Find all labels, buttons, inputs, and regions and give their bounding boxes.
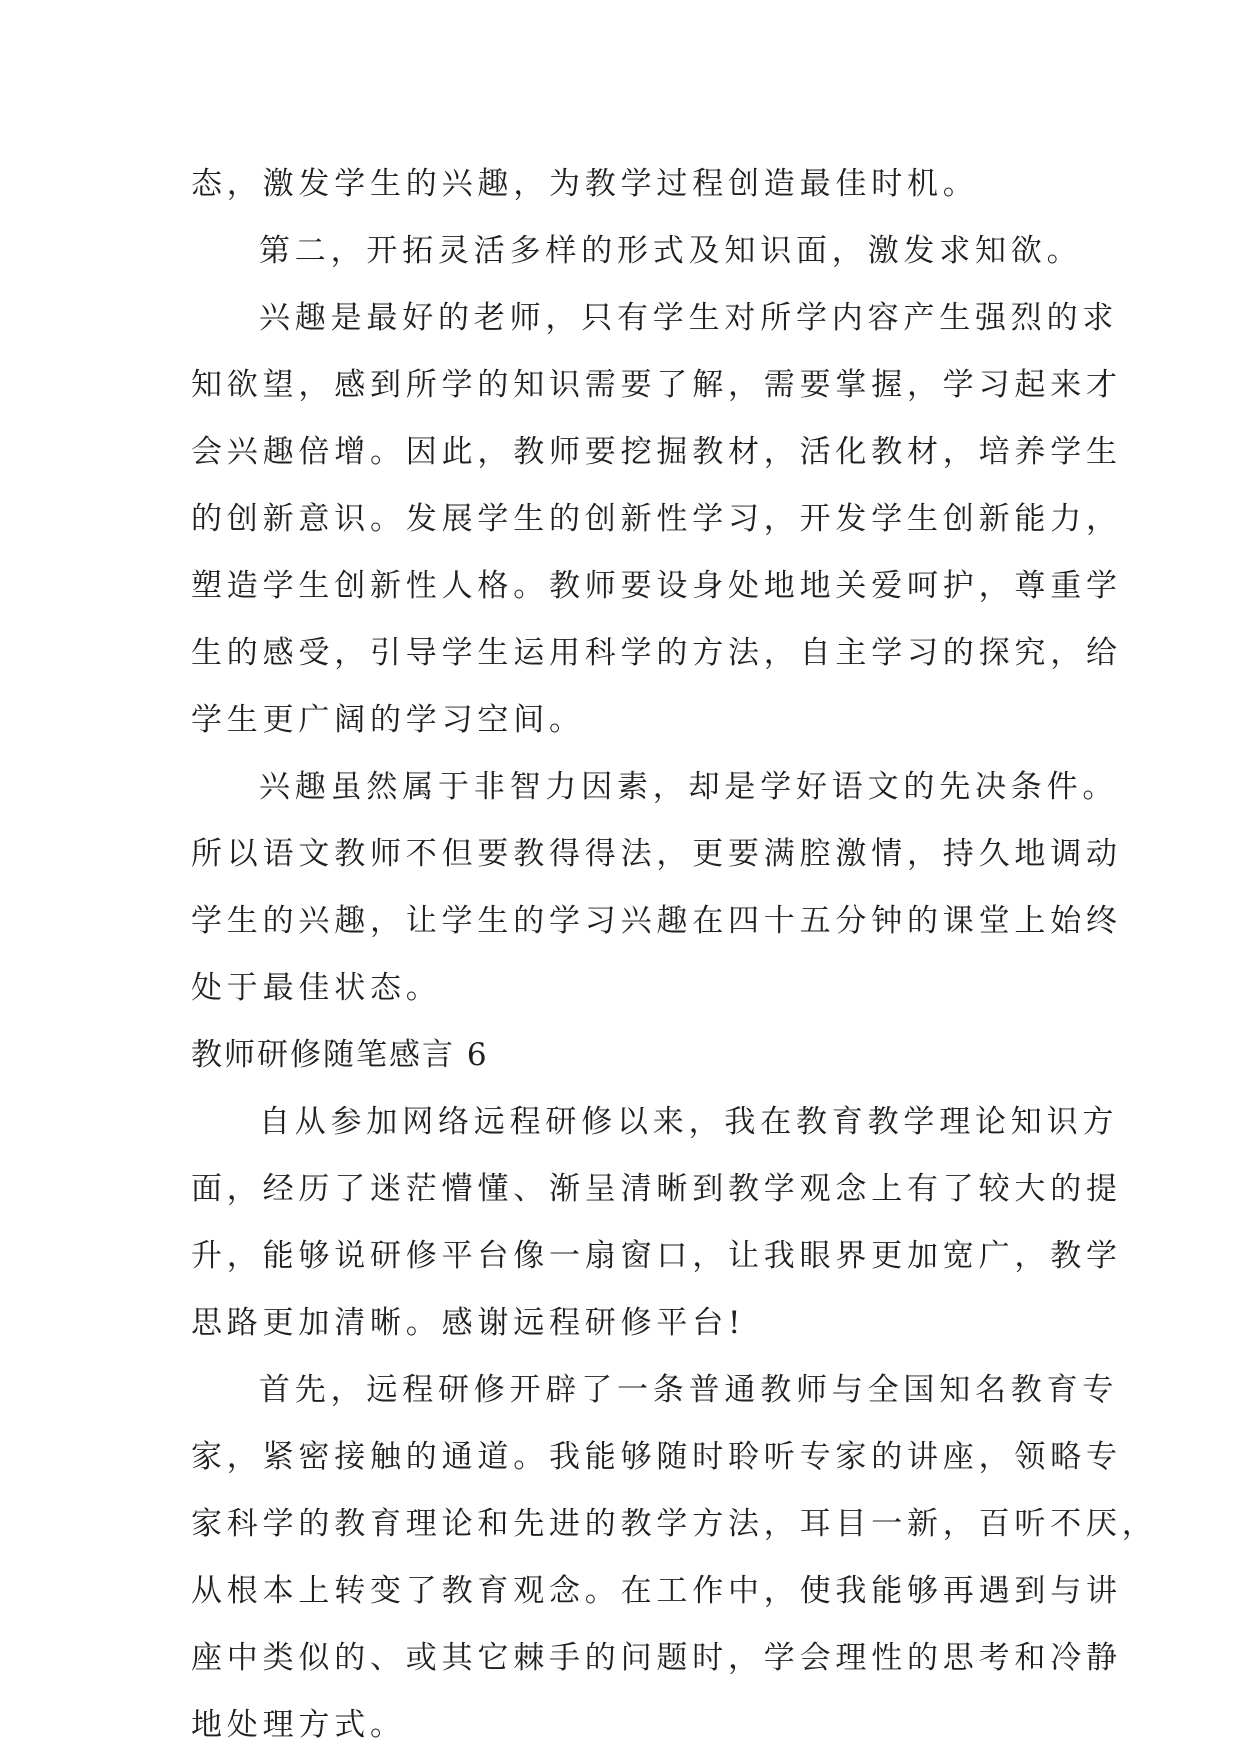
text-line: 塑造学生创新性人格。教师要设身处地地关爱呵护，尊重学 bbox=[191, 568, 1122, 604]
paragraph-start-line: 自从参加网络远程研修以来，我在教育教学理论知识方 bbox=[259, 1104, 1119, 1140]
text-line: 的创新意识。发展学生的创新性学习，开发学生创新能力， bbox=[191, 501, 1122, 537]
text-line: 面，经历了迷茫懵懂、渐呈清晰到教学观念上有了较大的提 bbox=[191, 1171, 1122, 1207]
text-line: 会兴趣倍增。因此，教师要挖掘教材，活化教材，培养学生 bbox=[191, 434, 1122, 470]
text-line: 所以语文教师不但要教得得法，更要满腔激情，持久地调动 bbox=[191, 836, 1122, 872]
text-line: 处于最佳状态。 bbox=[191, 970, 442, 1006]
paragraph-start-line: 兴趣虽然属于非智力因素，却是学好语文的先决条件。 bbox=[259, 769, 1119, 805]
text-line: 思路更加清晰。感谢远程研修平台! bbox=[191, 1305, 746, 1341]
text-line: 学生的兴趣，让学生的学习兴趣在四十五分钟的课堂上始终 bbox=[191, 903, 1122, 939]
text-line: 从根本上转变了教育观念。在工作中，使我能够再遇到与讲 bbox=[191, 1573, 1122, 1609]
section-heading: 教师研修随笔感言 6 bbox=[191, 1037, 489, 1073]
text-line: 学生更广阔的学习空间。 bbox=[191, 702, 585, 738]
paragraph-start-line: 兴趣是最好的老师，只有学生对所学内容产生强烈的求 bbox=[259, 300, 1119, 336]
text-line: 生的感受，引导学生运用科学的方法，自主学习的探究，给 bbox=[191, 635, 1122, 671]
text-line: 知欲望，感到所学的知识需要了解，需要掌握，学习起来才 bbox=[191, 367, 1122, 403]
text-line: 地处理方式。 bbox=[191, 1707, 406, 1743]
text-line: 家科学的教育理论和先进的教学方法，耳目一新，百听不厌， bbox=[191, 1506, 1158, 1542]
paragraph-start-line: 第二，开拓灵活多样的形式及知识面，激发求知欲。 bbox=[259, 233, 1083, 269]
text-line: 家，紧密接触的通道。我能够随时聆听专家的讲座，领略专 bbox=[191, 1439, 1122, 1475]
text-line: 座中类似的、或其它棘手的问题时，学会理性的思考和冷静 bbox=[191, 1640, 1122, 1676]
paragraph-start-line: 首先，远程研修开辟了一条普通教师与全国知名教育专 bbox=[259, 1372, 1119, 1408]
text-line: 态，激发学生的兴趣，为教学过程创造最佳时机。 bbox=[191, 166, 979, 202]
text-line: 升，能够说研修平台像一扇窗口，让我眼界更加宽广，教学 bbox=[191, 1238, 1122, 1274]
